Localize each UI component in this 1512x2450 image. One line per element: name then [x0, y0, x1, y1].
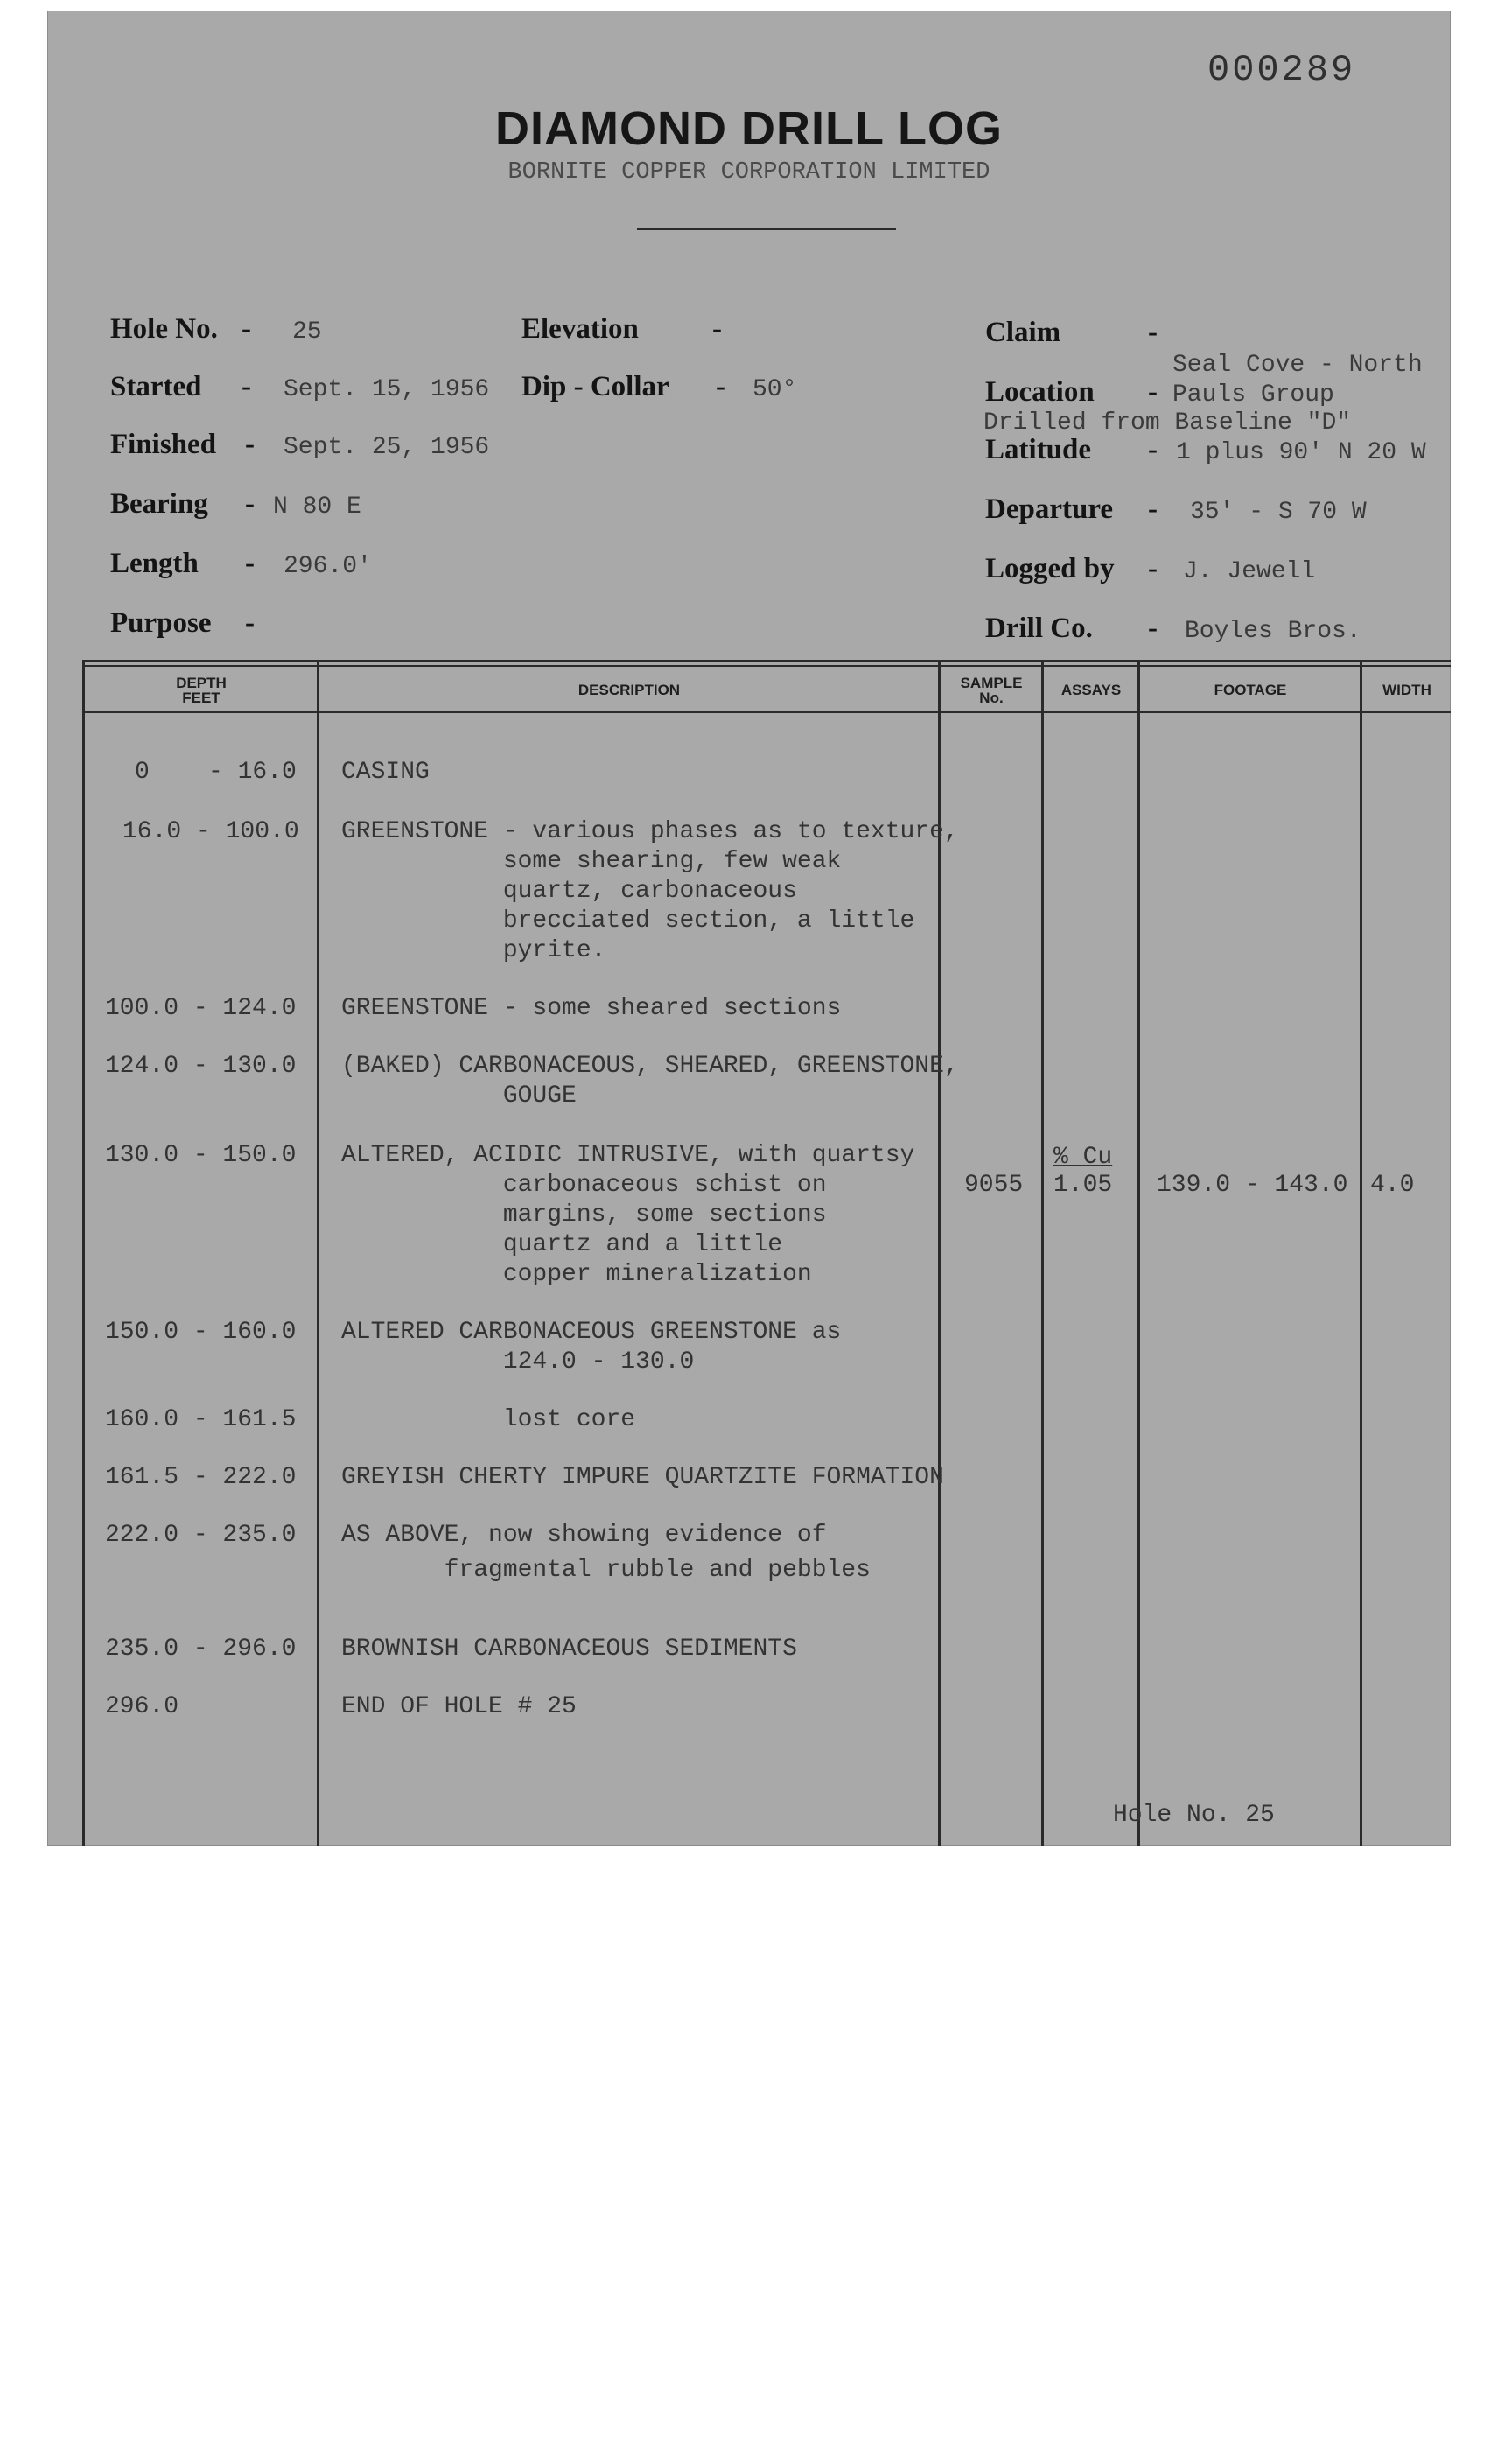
row-depth: 124.0 - 130.0: [105, 1053, 297, 1080]
finished-dash: -: [245, 429, 255, 460]
col-divider-sample: [1041, 660, 1044, 1846]
row-description-line: AS ABOVE, now showing evidence of: [341, 1522, 827, 1549]
row-depth: 150.0 - 160.0: [105, 1319, 297, 1346]
row-depth: 296.0: [105, 1693, 179, 1720]
claim-dash: -: [1148, 317, 1158, 348]
latitude-value: 1 plus 90' N 20 W: [1176, 439, 1426, 466]
logged-by-value: J. Jewell: [1183, 558, 1316, 585]
column-header-depth-line1: DEPTH: [176, 675, 227, 691]
drill-co-dash: -: [1148, 612, 1158, 644]
hole-no-dash: -: [242, 313, 251, 345]
column-header-width: WIDTH: [1382, 682, 1432, 698]
row-description-line: CASING: [341, 759, 430, 786]
started-dash: -: [242, 371, 251, 402]
row-footage: 139.0 - 143.0: [1157, 1172, 1348, 1199]
row-description-line: pyrite.: [341, 937, 606, 964]
column-header-depth: [86, 676, 317, 705]
col-divider-depth: [317, 660, 319, 1846]
table-header-rule: [82, 710, 1451, 713]
departure-value: 35' - S 70 W: [1190, 499, 1367, 526]
row-depth: 222.0 - 235.0: [105, 1522, 297, 1549]
dip-collar-dash: -: [716, 371, 725, 402]
col-divider-left: [82, 660, 85, 1846]
location-line-2: Pauls Group: [1172, 382, 1334, 409]
departure-label: Departure: [985, 494, 1114, 525]
table-top-rule: [82, 660, 1451, 662]
row-description-line: brecciated section, a little: [341, 907, 915, 934]
column-header-sample-line2: No.: [979, 690, 1004, 706]
col-divider-footage: [1360, 660, 1362, 1846]
row-description-line: GREENSTONE - various phases as to texture,: [341, 818, 959, 845]
length-value: 296.0': [284, 553, 372, 580]
purpose-label: Purpose: [110, 607, 212, 639]
latitude-label: Latitude: [985, 434, 1092, 466]
finished-label: Finished: [110, 429, 217, 460]
footer-hole-number: Hole No. 25: [1113, 1802, 1275, 1829]
finished-value: Sept. 25, 1956: [284, 434, 490, 461]
row-depth: 100.0 - 124.0: [105, 995, 297, 1022]
started-label: Started: [110, 371, 202, 402]
row-description-line: GOUGE: [341, 1082, 577, 1110]
row-description-line: END OF HOLE # 25: [341, 1693, 577, 1720]
length-label: Length: [110, 548, 199, 579]
bearing-value: N 80 E: [273, 494, 361, 521]
hole-no-label: Hole No.: [110, 313, 218, 345]
row-description-line: GREYISH CHERTY IMPURE QUARTZITE FORMATION: [341, 1464, 944, 1491]
column-header-sample-line1: SAMPLE: [960, 675, 1023, 691]
drill-co-value: Boyles Bros.: [1185, 618, 1362, 645]
departure-dash: -: [1148, 494, 1158, 525]
row-depth: 161.5 - 222.0: [105, 1464, 297, 1491]
claim-label: Claim: [985, 317, 1061, 348]
row-description-line: 124.0 - 130.0: [341, 1348, 695, 1376]
row-description-line: some shearing, few weak: [341, 848, 842, 875]
dip-collar-label: Dip - Collar: [522, 371, 669, 402]
bearing-label: Bearing: [110, 488, 208, 520]
column-header-footage: FOOTAGE: [1214, 682, 1287, 698]
length-dash: -: [245, 548, 255, 579]
row-description-line: GREENSTONE - some sheared sections: [341, 995, 842, 1022]
dip-collar-value: 50°: [752, 376, 797, 403]
company-name: BORNITE COPPER CORPORATION LIMITED: [508, 159, 990, 186]
started-value: Sept. 15, 1956: [284, 376, 490, 403]
row-description-line: margins, some sections: [341, 1201, 827, 1228]
row-description-line: BROWNISH CARBONACEOUS SEDIMENTS: [341, 1635, 797, 1662]
page-title: DIAMOND DRILL LOG: [495, 102, 1003, 155]
drill-co-label: Drill Co.: [985, 612, 1093, 644]
table-top-rule-inner: [82, 665, 1451, 667]
row-depth: 130.0 - 150.0: [105, 1142, 297, 1169]
location-line-3: Drilled from Baseline "D": [984, 410, 1352, 437]
column-header-sample: [942, 676, 1041, 705]
row-depth: 16.0 - 100.0: [122, 818, 299, 845]
row-depth: 235.0 - 296.0: [105, 1635, 297, 1662]
row-assay-heading: % Cu: [1054, 1144, 1113, 1171]
title-underline: [637, 228, 896, 230]
row-description-line: ALTERED CARBONACEOUS GREENSTONE as: [341, 1319, 842, 1346]
elevation-label: Elevation: [522, 313, 639, 345]
column-header-assays: ASSAYS: [1060, 682, 1122, 698]
bearing-dash: -: [245, 488, 255, 520]
col-divider-assays: [1138, 660, 1140, 1846]
row-description-line: ALTERED, ACIDIC INTRUSIVE, with quartsy: [341, 1142, 915, 1169]
row-description-line: carbonaceous schist on: [341, 1172, 827, 1199]
logged-by-label: Logged by: [985, 553, 1115, 584]
document-number: 000289: [1208, 49, 1356, 91]
location-dash: -: [1148, 376, 1158, 408]
row-description-line: quartz and a little: [341, 1231, 783, 1258]
row-description-line: lost core: [341, 1406, 636, 1433]
row-sample-number: 9055: [964, 1172, 1024, 1199]
location-label: Location: [985, 376, 1095, 408]
purpose-dash: -: [245, 607, 255, 639]
hole-no-value: 25: [292, 318, 322, 346]
location-line-1: Seal Cove - North: [1172, 352, 1423, 379]
column-header-depth-line2: FEET: [182, 690, 220, 706]
row-description-line: quartz, carbonaceous: [341, 878, 797, 905]
row-depth: 160.0 - 161.5: [105, 1406, 297, 1433]
row-width: 4.0: [1370, 1172, 1415, 1199]
row-depth: 0 - 16.0: [135, 759, 297, 786]
row-description-line: fragmental rubble and pebbles: [341, 1557, 871, 1584]
row-assay-value: 1.05: [1054, 1172, 1113, 1199]
column-header-description: DESCRIPTION: [578, 682, 681, 698]
latitude-dash: -: [1148, 434, 1158, 466]
logged-by-dash: -: [1148, 553, 1158, 584]
row-description-line: copper mineralization: [341, 1261, 812, 1288]
log-sheet: [47, 10, 1451, 1846]
elevation-dash: -: [712, 313, 722, 345]
row-description-line: (BAKED) CARBONACEOUS, SHEARED, GREENSTONE,: [341, 1053, 959, 1080]
